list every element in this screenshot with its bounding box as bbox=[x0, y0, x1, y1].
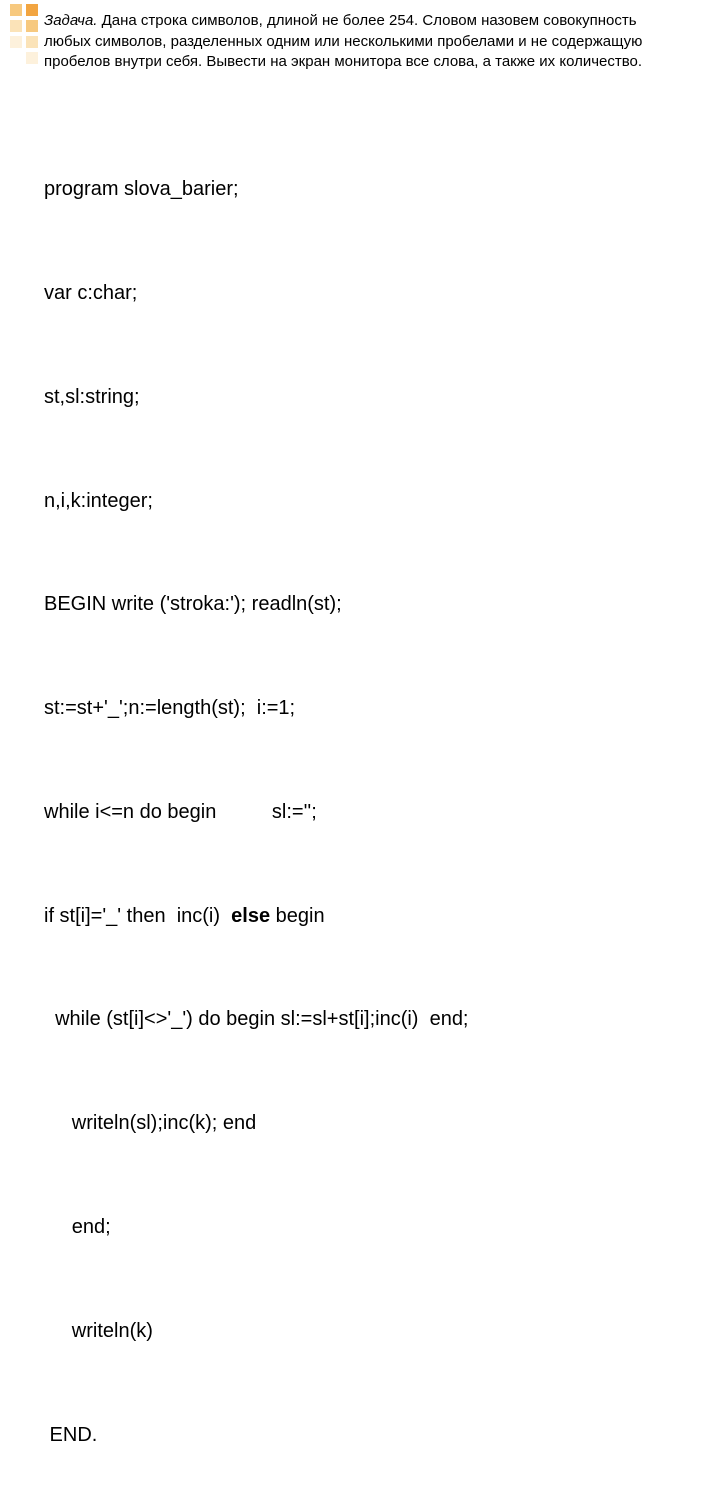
task-label: Задача. bbox=[44, 12, 98, 29]
code-listing bbox=[44, 103, 469, 1487]
code-line: writeln(sl);inc(k); end bbox=[44, 1112, 257, 1135]
decor-square bbox=[10, 4, 22, 16]
code-line bbox=[44, 899, 469, 934]
decor-square bbox=[10, 36, 22, 48]
code-line: while i<=n do begin sl:=''; bbox=[44, 800, 317, 823]
code-line: END. bbox=[44, 1423, 98, 1446]
code-line: n,i,k:integer; bbox=[44, 489, 153, 512]
code-line: end; bbox=[44, 1216, 111, 1238]
decor-square bbox=[26, 20, 38, 32]
else-keyword: else bbox=[231, 904, 271, 927]
code-line: program slova_barier; bbox=[44, 178, 239, 201]
task-text: Дана строка символов, длиной не более 254. Словом назовем совокупность любых символов, разделенных одним или несколькими пробелами и не содержащую пробелов внутри себя. Вывести на экран монитора все слова, а также их количество. bbox=[44, 12, 643, 70]
code-line-start: if st[i]='_' then inc(i) bbox=[44, 904, 232, 927]
code-line: var c:char; bbox=[44, 281, 138, 304]
decor-square bbox=[10, 20, 22, 32]
code-line: st,sl:string; bbox=[44, 385, 140, 408]
code-line: while (st[i]<>'_') do begin sl:=sl+st[i];inc(i) end; bbox=[44, 1008, 469, 1031]
code-line: writeln(k) bbox=[44, 1319, 153, 1342]
decor-square bbox=[26, 52, 38, 64]
code-line: BEGIN write ('stroka:'); readln(st); bbox=[44, 593, 342, 616]
task-description bbox=[44, 11, 674, 73]
code-line-end: begin bbox=[270, 904, 325, 927]
corner-decoration bbox=[0, 0, 48, 80]
decor-square bbox=[26, 4, 38, 16]
decor-square bbox=[26, 36, 38, 48]
code-line: st:=st+'_';n:=length(st); i:=1; bbox=[44, 697, 296, 720]
